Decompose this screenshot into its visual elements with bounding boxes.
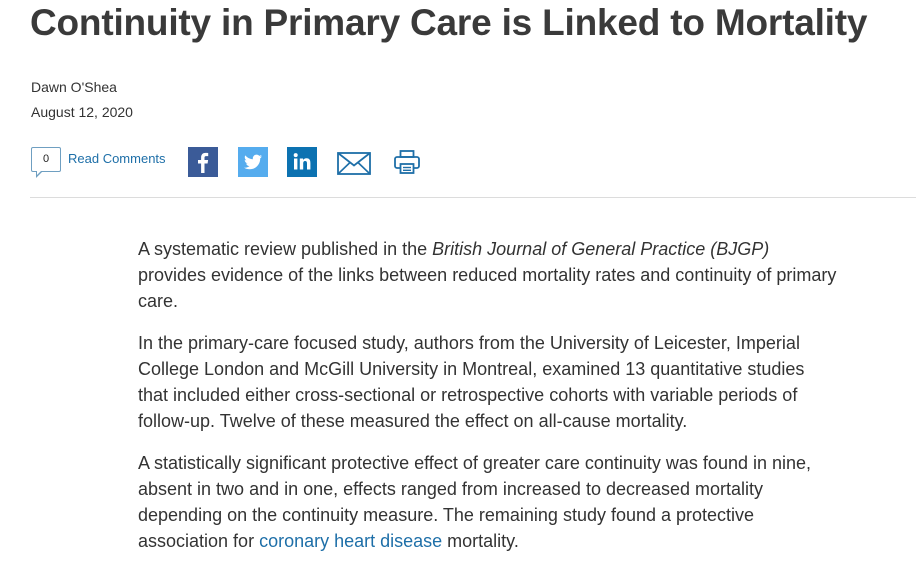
share-bar: [30, 145, 430, 181]
email-icon[interactable]: [336, 147, 372, 177]
paragraph-2: In the primary-care focused study, authors from the University of Leicester, Imperial College London and McGill University in Montreal, examined 13 quantitative studies that included either cross-sectional or retrospective cohorts with variable periods of follow-up. Twelve of these measured the effect on all-cause mortality.: [138, 333, 805, 431]
facebook-icon[interactable]: [188, 147, 218, 177]
publish-date: August 12, 2020: [31, 104, 133, 120]
linkedin-icon[interactable]: [287, 147, 317, 177]
twitter-icon[interactable]: [238, 147, 268, 177]
author-name[interactable]: Dawn O'Shea: [31, 79, 117, 95]
paragraph-1: A systematic review published in the British Journal of General Practice (BJGP) provides evidence of the links between reduced mortality rates and continuity of primary care.: [138, 239, 837, 311]
comment-count: 0: [42, 153, 50, 165]
coronary-heart-disease-link[interactable]: coronary heart disease: [259, 531, 443, 551]
comment-count-badge[interactable]: [31, 147, 61, 172]
print-icon[interactable]: [392, 147, 422, 177]
paragraph-3: A statistically significant protective effect of greater care continuity was found in nine, absent in two and in one, effects ranged from increased to decreased mortality depending on the continuity measure. The remaining study found a protective association for coronary heart disease mortality.: [138, 453, 812, 551]
article-body: [138, 236, 838, 570]
journal-name: British Journal of General Practice (BJGP): [432, 239, 770, 259]
header-divider: [30, 197, 916, 198]
article-title: Continuity in Primary Care is Linked to Mortality: [30, 2, 868, 43]
read-comments-link[interactable]: Read Comments: [68, 151, 166, 166]
